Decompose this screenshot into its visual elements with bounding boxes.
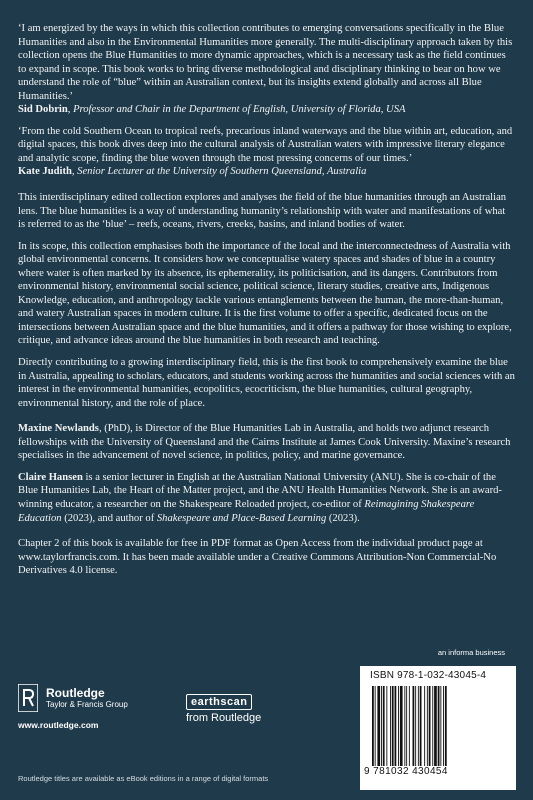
barcode-bar	[392, 686, 394, 766]
barcode-bar	[424, 686, 425, 766]
barcode-bar	[372, 686, 374, 766]
barcode-bar	[377, 686, 380, 766]
editor-bio-text: (2023).	[326, 512, 360, 524]
barcode-bar	[418, 686, 419, 766]
barcode-bar	[400, 686, 403, 766]
barcode-bar	[420, 686, 422, 766]
barcode-bar	[383, 686, 385, 766]
description-paragraph: In its scope, this collection emphasises both the importance of the local and the interconnectedness of Australia with global environmental concerns. It considers how we conceptualise watery spaces and shades of blue in a country where water is often marked by its absence, its ephemerality, its politicisation, and its dangers. Contributors from environmental history, environmental social science, political science, literary studies, creative arts, Indigenous Knowledge, education, and anthropology tackle various entanglements between the human, the more-than-human, and watery Australian spaces in modern culture. It is the first volume to offer a specific, dedicated focus on the intersections between Australian space and the blue humanities, and it offers a pathway for those wishing to explore, critique, and advance ideas around the blue humanities in both research and teaching.	[18, 240, 512, 347]
barcode-bars	[372, 686, 504, 766]
barcode-bar	[443, 686, 444, 766]
description-paragraph: This interdisciplinary edited collection explores and analyses the field of the blue humanities through an Australian lens. The blue humanities is a way of understanding humanity’s relationship with water and manifestations of what is referred to as the ‘blue’ – reefs, oceans, rivers, creeks, basins, and inland bodies of water.	[18, 192, 507, 231]
isbn-number: ISBN 978-1-032-43045-4	[370, 670, 487, 681]
review-attribution-1	[18, 103, 515, 117]
barcode-bar	[413, 686, 415, 766]
editor-bio-text: , (PhD), is Director of the Blue Humanities Lab in Australia, and holds two adjunct research fellowships with the University of Queensland and the Cairns Institute at James Cook University. Maxine’s research specialises in the advancement of novel science, in politics, policy, and marine governance.	[18, 423, 511, 462]
publisher-url: www.routledge.com	[18, 720, 99, 730]
editor-bio-text: is a senior lecturer in English at the Australian National University (ANU). She is co-chair of the Blue Humanities Lab, the Heart of the Matter project, and the ANU Health Humanities Network. She is an award-winning educator, a researcher on the Shakespeare Reloaded project, co-editor of	[18, 471, 502, 510]
review-attribution-2	[18, 165, 515, 179]
barcode-bar	[395, 686, 397, 766]
publisher-group: Taylor & Francis Group	[46, 700, 128, 709]
earthscan-sub: from Routledge	[186, 712, 262, 724]
barcode-bar	[438, 686, 440, 766]
barcode-bar	[434, 686, 437, 766]
description-paragraph: Directly contributing to a growing interdisciplinary field, this is the first book to comprehensively examine the blue in Australia, appealing to scholars, educators, and students working across the humanities and social sciences with an interest in the environmental humanities, ecopolitics, ecocriticism, the blue humanities, cultural geography, environmental history, and the role of place.	[18, 357, 515, 409]
reviewer-name: Sid Dobrin	[18, 104, 68, 116]
editor-bio-maxine	[18, 422, 515, 463]
barcode-bar	[406, 686, 407, 766]
review-quote-1: ‘I am energized by the ways in which this collection contributes to emerging conversations specifically in the Blue Humanities and also in the Environmental Humanities more generally. The multi-disciplinary approach taken by this collection opens the Blue Humanities to more dynamic approaches, which is a necessary task as the field continues to expand in scope. This book works to bring diverse methodological and disciplinary thinking to bear on how we understand the role of “blue” within an Australian context, but its insights extend globally and across all Blue Humanities.’	[18, 23, 513, 102]
book-title: Shakespeare and Place-Based Learning	[156, 512, 327, 524]
barcode-bar	[398, 686, 399, 766]
barcode-bar	[432, 686, 433, 766]
barcode-bar	[440, 686, 441, 766]
publisher-name: Routledge	[46, 686, 105, 700]
barcode-bar	[415, 686, 416, 766]
editor-bio-claire	[18, 471, 515, 525]
reviewer-role: , Professor and Chair in the Department of English, University of Florida, USA	[67, 104, 406, 116]
barcode-bar	[429, 686, 431, 766]
barcode-bar	[404, 686, 405, 766]
review-quote-2: ‘From the cold Southern Ocean to tropical reefs, precarious inland waterways and the blue within art, education, and digital spaces, this book dives deep into the cultural analysis of Australian waters with impressive literary elegance and analytic scope, finding the blue woven through the most pressing concerns of our times.’	[18, 125, 513, 164]
editor-bio-text: (2023), and author of	[61, 512, 157, 524]
routledge-r-icon	[18, 684, 38, 712]
earthscan-logo	[186, 692, 306, 732]
reviewer-name: Kate Judith	[18, 166, 72, 178]
barcode-bar	[381, 686, 382, 766]
barcode-bar	[445, 686, 447, 766]
barcode-bar	[375, 686, 376, 766]
editor-name: Claire Hansen	[18, 471, 83, 483]
cover-footer	[0, 648, 533, 800]
barcode-bar	[390, 686, 391, 766]
open-access-note: Chapter 2 of this book is available for free in PDF format as Open Access from the individual product page at www.taylorfrancis.com. It has been made available under a Creative Commons Attribution-Non Commercial-No Derivatives 4.0 license.	[18, 538, 497, 577]
barcode-bar	[409, 686, 410, 766]
barcode-bar	[427, 686, 428, 766]
book-title: Reimagining Shakespeare Education	[18, 498, 475, 524]
barcode-bar	[386, 686, 387, 766]
editor-name: Maxine Newlands	[18, 423, 99, 435]
barcode-number: 9 781032 430454	[364, 766, 448, 777]
reviewer-role: , Senior Lecturer at the University of Southern Queensland, Australia	[71, 166, 367, 178]
routledge-logo	[18, 680, 178, 740]
isbn-barcode	[360, 666, 516, 790]
informa-tagline: an informa business	[437, 648, 505, 657]
ebook-note: Routledge titles are available as eBook editions in a range of digital formats	[18, 774, 269, 783]
back-cover-text	[18, 22, 515, 586]
earthscan-wordmark: earthscan	[186, 694, 252, 710]
